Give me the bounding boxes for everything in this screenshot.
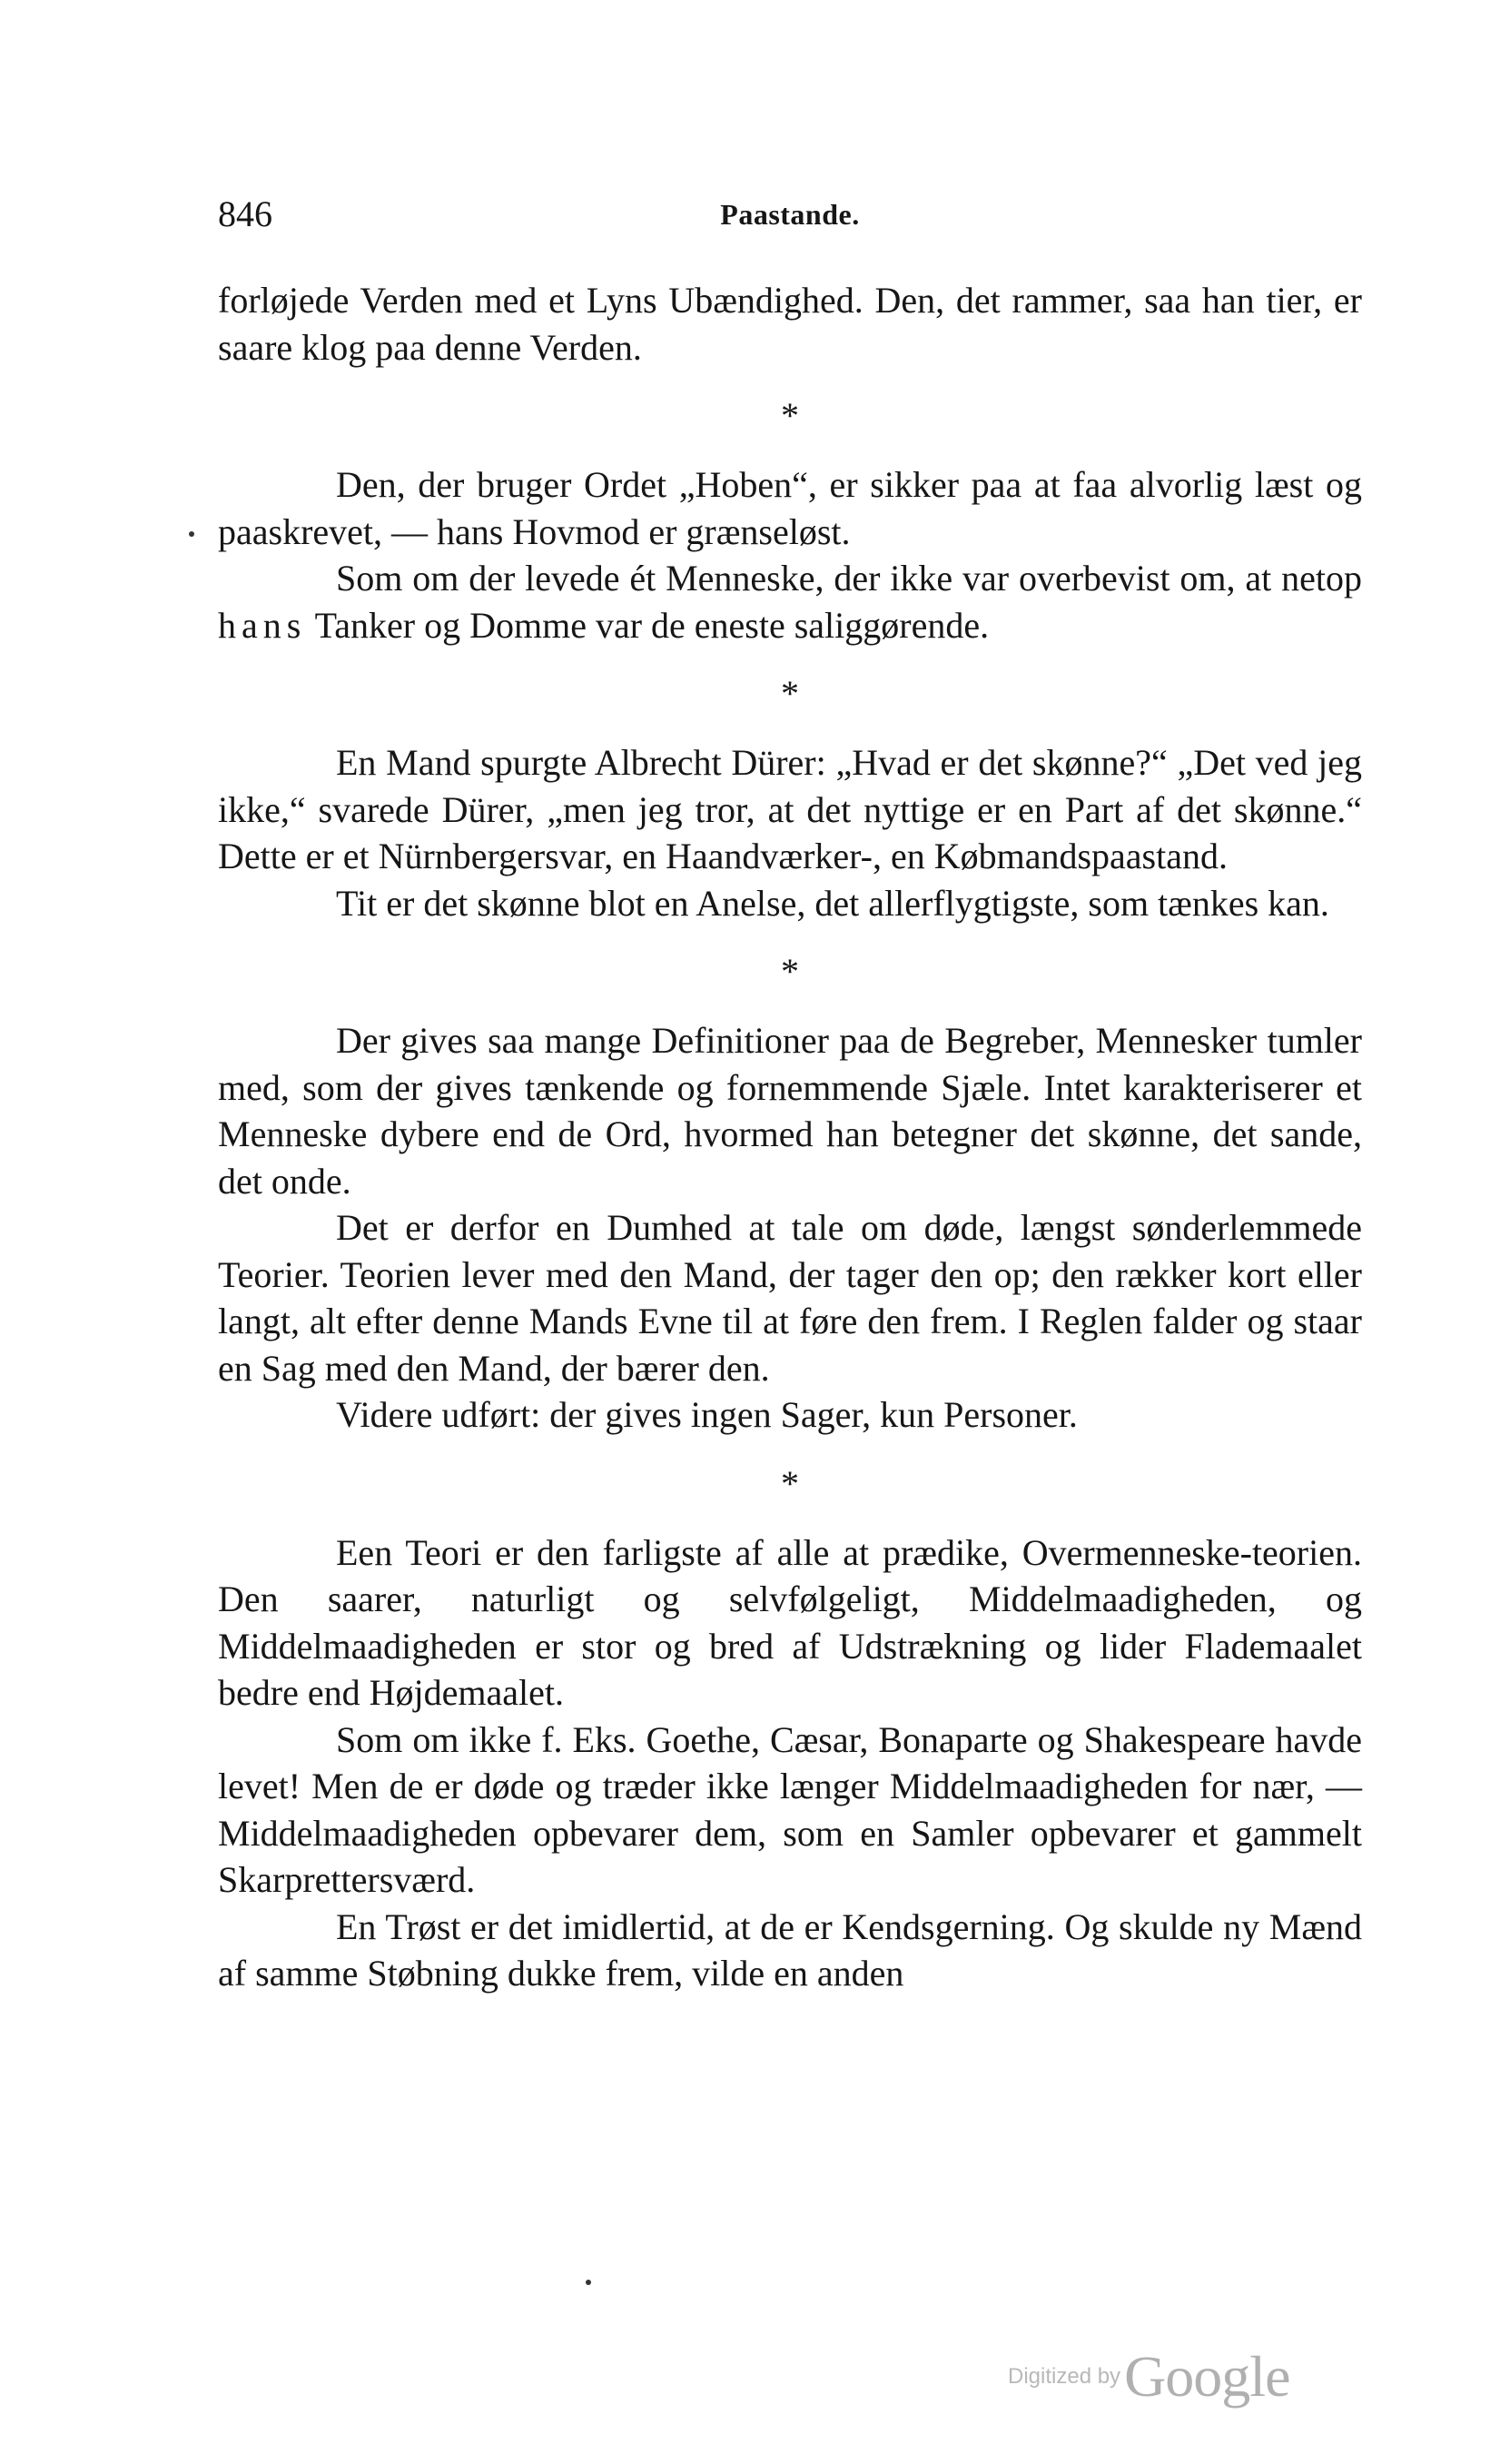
running-head: Paastande.	[720, 198, 860, 231]
emphasized-word: hans	[218, 604, 307, 646]
paragraph: Tit er det skønne blot en Anelse, det allerflygtigste, som tænkes kan.	[336, 882, 1329, 924]
paragraph: Den, der bruger Ordet „Hoben“, er sikker paa at faa alvorlig læst og paaskrevet, — hans Hovmod er grænseløst.	[218, 464, 1362, 552]
paragraph: Som om ikke f. Eks. Goethe, Cæsar, Bonaparte og Shakespeare havde levet! Men de er døde og træder ikke længer Middelmaadigheden for nær, — Middelmaadigheden opbevarer dem, som en Samler opbevarer et gammelt Skarprettersværd.	[218, 1718, 1362, 1900]
body-text	[218, 277, 1362, 1997]
page-header	[218, 193, 1362, 247]
paragraph: Een Teori er den farligste af alle at prædike, Overmenneske-teorien. Den saarer, naturligt og selvfølgeligt, Middelmaadigheden, og Middelmaadigheden er stor og bred af Udstrækning og lider Flademaalet bedre end Højdemaalet.	[218, 1531, 1362, 1713]
paragraph: En Mand spurgte Albrecht Dürer: „Hvad er det skønne?“ „Det ved jeg ikke,“ svarede Dürer, „men jeg tror, at det nyttige er en Part af det skønne.“ Dette er et Nürnbergersvar, en Haandværker-, en Købmandspaastand.	[218, 742, 1362, 876]
paragraph: En Trøst er det imidlertid, at de er Kendsgerning. Og skulde ny Mænd af samme Støbning dukke frem, vilde en anden	[218, 1905, 1362, 1994]
section-separator: *	[781, 951, 799, 992]
section-separator: *	[781, 673, 799, 714]
digitized-by-label: Digitized by	[1008, 2364, 1121, 2389]
section-separator: *	[781, 395, 799, 436]
paragraph: Det er derfor en Dumhed at tale om døde, længst sønderlemmede Teorier. Teorien lever med den Mand, der tager den op; den rækker kort eller langt, alt efter denne Mands Evne til at føre den frem. I Reglen falder og staar en Sag med den Mand, der bærer den.	[218, 1207, 1362, 1389]
margin-dot	[586, 2280, 591, 2285]
google-logo: Google	[1124, 2344, 1290, 2409]
digitized-watermark	[1008, 2343, 1371, 2407]
paragraph-text: Tanker og Domme var de eneste saliggørende.	[306, 604, 990, 646]
paragraph: forløjede Verden med et Lyns Ubændighed. Den, det rammer, saa han tier, er saare klog paa denne Verden.	[218, 280, 1362, 368]
paragraph	[218, 555, 1362, 648]
page-number: 846	[218, 193, 272, 234]
paragraph: Videre udført: der gives ingen Sager, kun Personer.	[336, 1394, 1078, 1435]
margin-dot	[189, 531, 194, 537]
paragraph-text: Som om der levede ét Menneske, der ikke var overbevist om, at netop	[336, 558, 1362, 599]
section-separator: *	[781, 1462, 799, 1504]
paragraph: Der gives saa mange Definitioner paa de Begreber, Mennesker tumler med, som der gives tænkende og fornemmende Sjæle. Intet karakteriserer et Menneske dybere end de Ord, hvormed han betegner det skønne, det sande, det onde.	[218, 1020, 1362, 1202]
